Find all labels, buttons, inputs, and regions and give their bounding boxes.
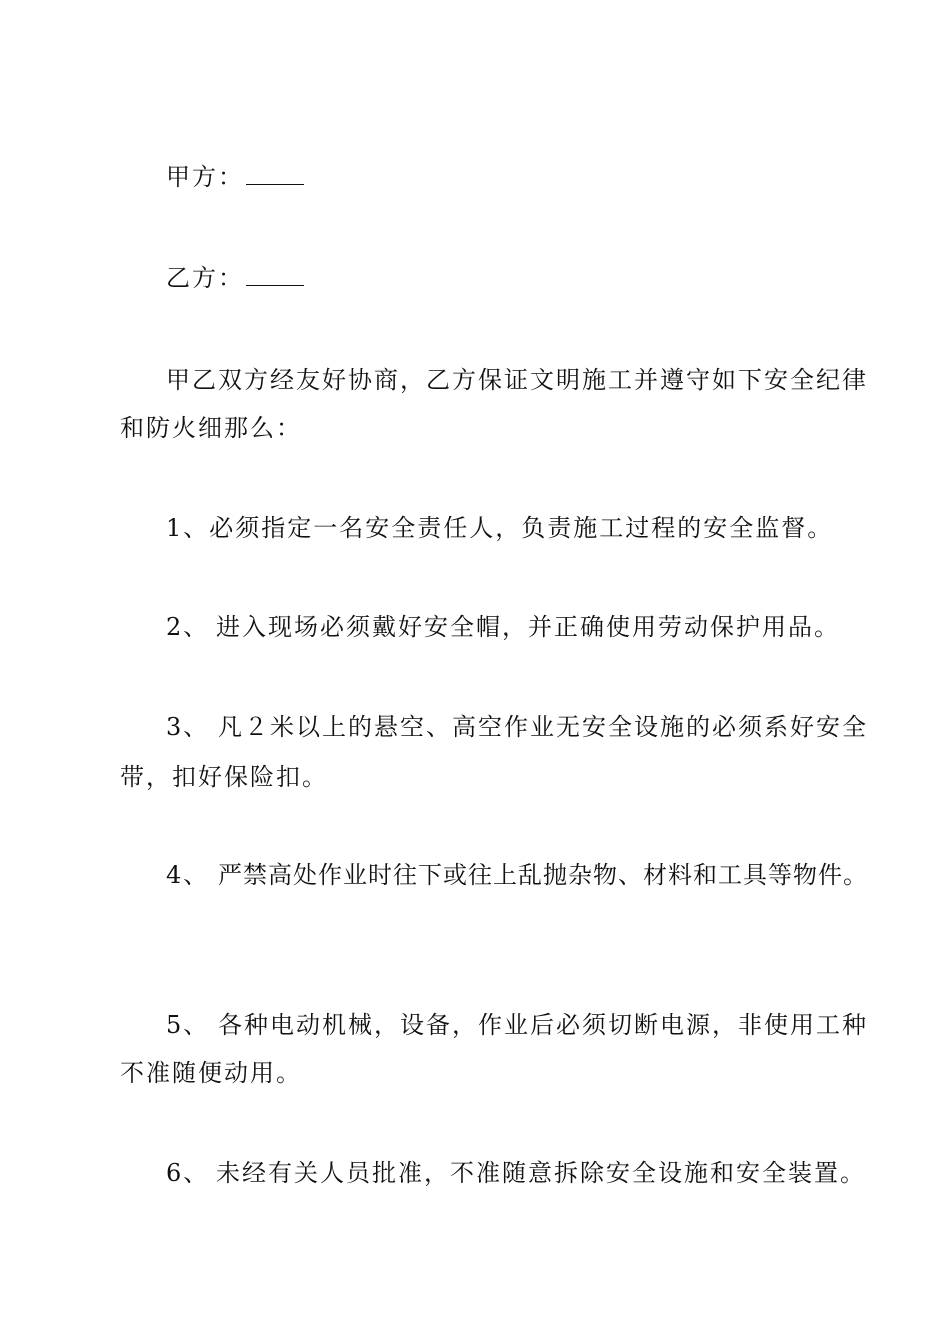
item-1	[166, 513, 833, 543]
item-1-number: 1、	[166, 514, 210, 542]
item-2	[166, 612, 840, 642]
item-4-text: 严禁高处作业时往下或往上乱抛杂物、材料和工具等物件。	[218, 861, 868, 889]
intro-line-1: 甲乙双方经友好协商，乙方保证文明施工并遵守如下安全纪律	[166, 366, 868, 394]
party-a-blank[interactable]	[246, 162, 304, 185]
party-a-line	[166, 162, 304, 192]
item-6	[166, 1158, 866, 1188]
item-1-text: 必须指定一名安全责任人，负责施工过程的安全监督。	[209, 514, 834, 542]
item-3-line-2: 带，扣好保险扣。	[120, 763, 328, 791]
intro-line-2: 和防火细那么：	[120, 414, 302, 442]
item-3-number: 3、	[166, 713, 210, 741]
party-b-blank[interactable]	[246, 263, 304, 286]
item-4	[166, 860, 868, 890]
item-3	[166, 712, 868, 742]
item-5	[166, 1010, 868, 1040]
item-6-text: 未经有关人员批准，不准随意拆除安全设施和安全装置。	[216, 1159, 866, 1187]
item-5-line-2: 不准随便动用。	[120, 1059, 302, 1087]
item-5-number: 5、	[166, 1011, 210, 1039]
party-b-line	[166, 263, 304, 293]
party-b-label: 乙方：	[166, 264, 244, 292]
item-5-text: 各种电动机械，设备，作业后必须切断电源，非使用工种	[218, 1011, 868, 1039]
item-6-number: 6、	[166, 1159, 210, 1187]
party-a-label: 甲方：	[166, 163, 244, 191]
item-2-text: 进入现场必须戴好安全帽，并正确使用劳动保护用品。	[216, 613, 840, 641]
item-2-number: 2、	[166, 613, 210, 641]
item-4-number: 4、	[166, 861, 210, 889]
item-3-text: 凡２米以上的悬空、高空作业无安全设施的必须系好安全	[218, 713, 868, 741]
